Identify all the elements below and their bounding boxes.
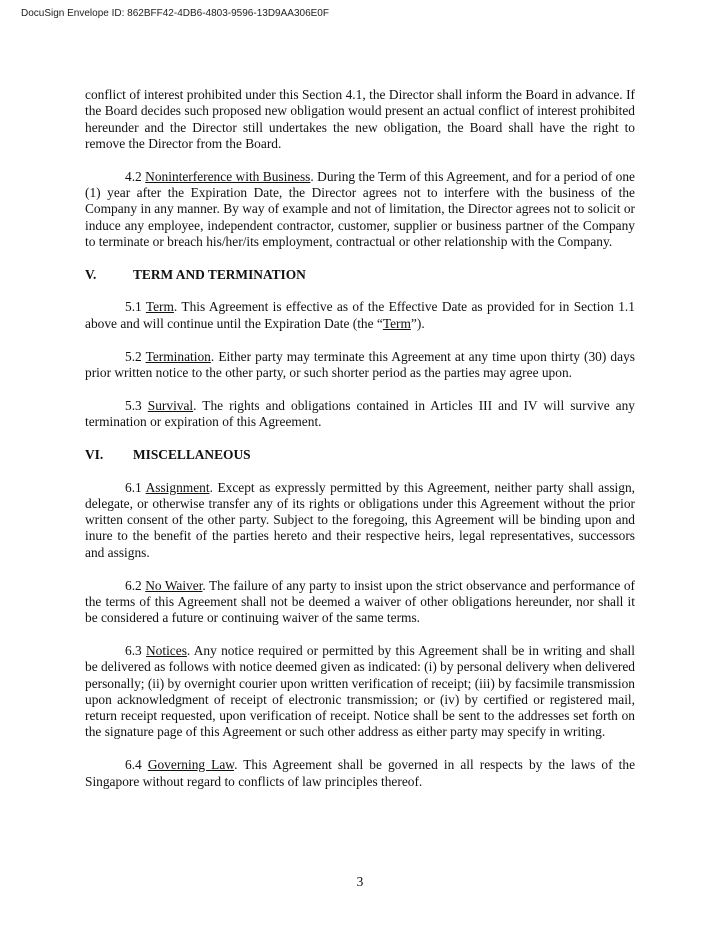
defined-term: Term: [382, 315, 411, 331]
section-6-3: [85, 643, 635, 741]
paragraph-4-1-continuation: conflict of interest prohibited under this Section 4.1, the Director shall inform the Board in advance. If the Board decides such proposed new obligation would present an actual conflict of interest prohibited hereunder and the Director still undertakes the new obligation, the Board shall have the right to remove the Director from the Board.: [85, 87, 635, 151]
section-6-4: [85, 757, 635, 790]
section-4-2: [85, 169, 635, 250]
section-number: 6.3: [125, 642, 146, 658]
section-5-2: [85, 349, 635, 382]
section-body: . This Agreement is effective as of the Effective Date as provided for in Section 1.1 above and will continue until the Expiration Date (the “: [85, 299, 635, 331]
envelope-id: DocuSign Envelope ID: 862BFF42-4DB6-4803-9596-13D9AA306E0F: [21, 8, 329, 19]
section-number: 6.1: [125, 479, 146, 495]
section-6-1: [85, 480, 635, 561]
article-title: MISCELLANEOUS: [133, 446, 251, 462]
article-title: TERM AND TERMINATION: [133, 266, 306, 282]
section-body: . The rights and obligations contained in Articles III and IV will survive any termination or expiration of this Agreement.: [85, 397, 635, 429]
article-heading-vi: [85, 447, 635, 463]
section-body-end: ”).: [410, 315, 425, 331]
section-number: 5.3: [125, 397, 148, 413]
section-number: 6.2: [125, 577, 146, 593]
article-heading-v: [85, 267, 635, 283]
page-number: 3: [356, 874, 364, 889]
section-body: . Except as expressly permitted by this Agreement, neither party shall assign, delegate, or otherwise transfer any of its rights or obligations under this Agreement without the prior written consent of the other party. Subject to the foregoing, this Agreement will be binding upon and inure to the benefit of the parties hereto and their respective heirs, legal representatives, successors and assigns.: [85, 479, 635, 560]
section-title: Termination: [145, 348, 211, 364]
section-number: 5.2: [125, 348, 146, 364]
section-number: 6.4: [125, 757, 148, 773]
section-body: . Either party may terminate this Agreement at any time upon thirty (30) days prior written notice to the other party, or such shorter period as the parties may agree upon.: [85, 348, 635, 380]
section-6-2: [85, 578, 635, 627]
document-page: [85, 87, 635, 806]
article-number: V.: [85, 266, 97, 282]
section-body: . During the Term of this Agreement, and for a period of one (1) year after the Expiration Date, the Director agrees not to interfere with the business of the Company in any manner. By way of example and not of limitation, the Director agrees not to solicit or induce any employee, independent contractor, customer, supplier or business partner of the Company to terminate or breach his/her/its employment, contractual or other relationship with the Company.: [85, 168, 636, 249]
section-5-3: [85, 398, 635, 431]
section-title: Assignment: [145, 479, 210, 495]
section-body: . Any notice required or permitted by this Agreement shall be in writing and shall be delivered as follows with notice deemed given as indicated: (i) by personal delivery when delivered personally; (ii) by overnight courier upon written verification of receipt; (iii) by facsimile transmission upon acknowledgment of receipt of electronic transmission; or (iv) by certified or registered mail, return receipt requested, upon verification of receipt. Notice shall be sent to the addresses set forth on the signature page of this Agreement or such other address as either party may specify in writing.: [85, 642, 635, 740]
section-5-1: [85, 299, 635, 332]
section-body: . The failure of any party to insist upon the strict observance and performance of the terms of this Agreement shall not be deemed a waiver of other obligations hereunder, nor shall it be considered a future or continuing waiver of the same terms.: [85, 577, 635, 626]
article-number: VI.: [85, 446, 104, 462]
section-title: Term: [145, 299, 174, 315]
section-number: 5.1: [125, 299, 146, 315]
section-number: 4.2: [125, 168, 146, 184]
section-title: Governing Law: [147, 757, 235, 773]
section-body: . This Agreement shall be governed in all respects by the laws of the Singapore without regard to conflicts of law principles thereof.: [85, 757, 636, 789]
section-title: Noninterference with Business: [145, 168, 311, 184]
section-title: No Waiver: [145, 577, 203, 593]
section-title: Survival: [147, 397, 194, 413]
section-title: Notices: [146, 642, 187, 658]
